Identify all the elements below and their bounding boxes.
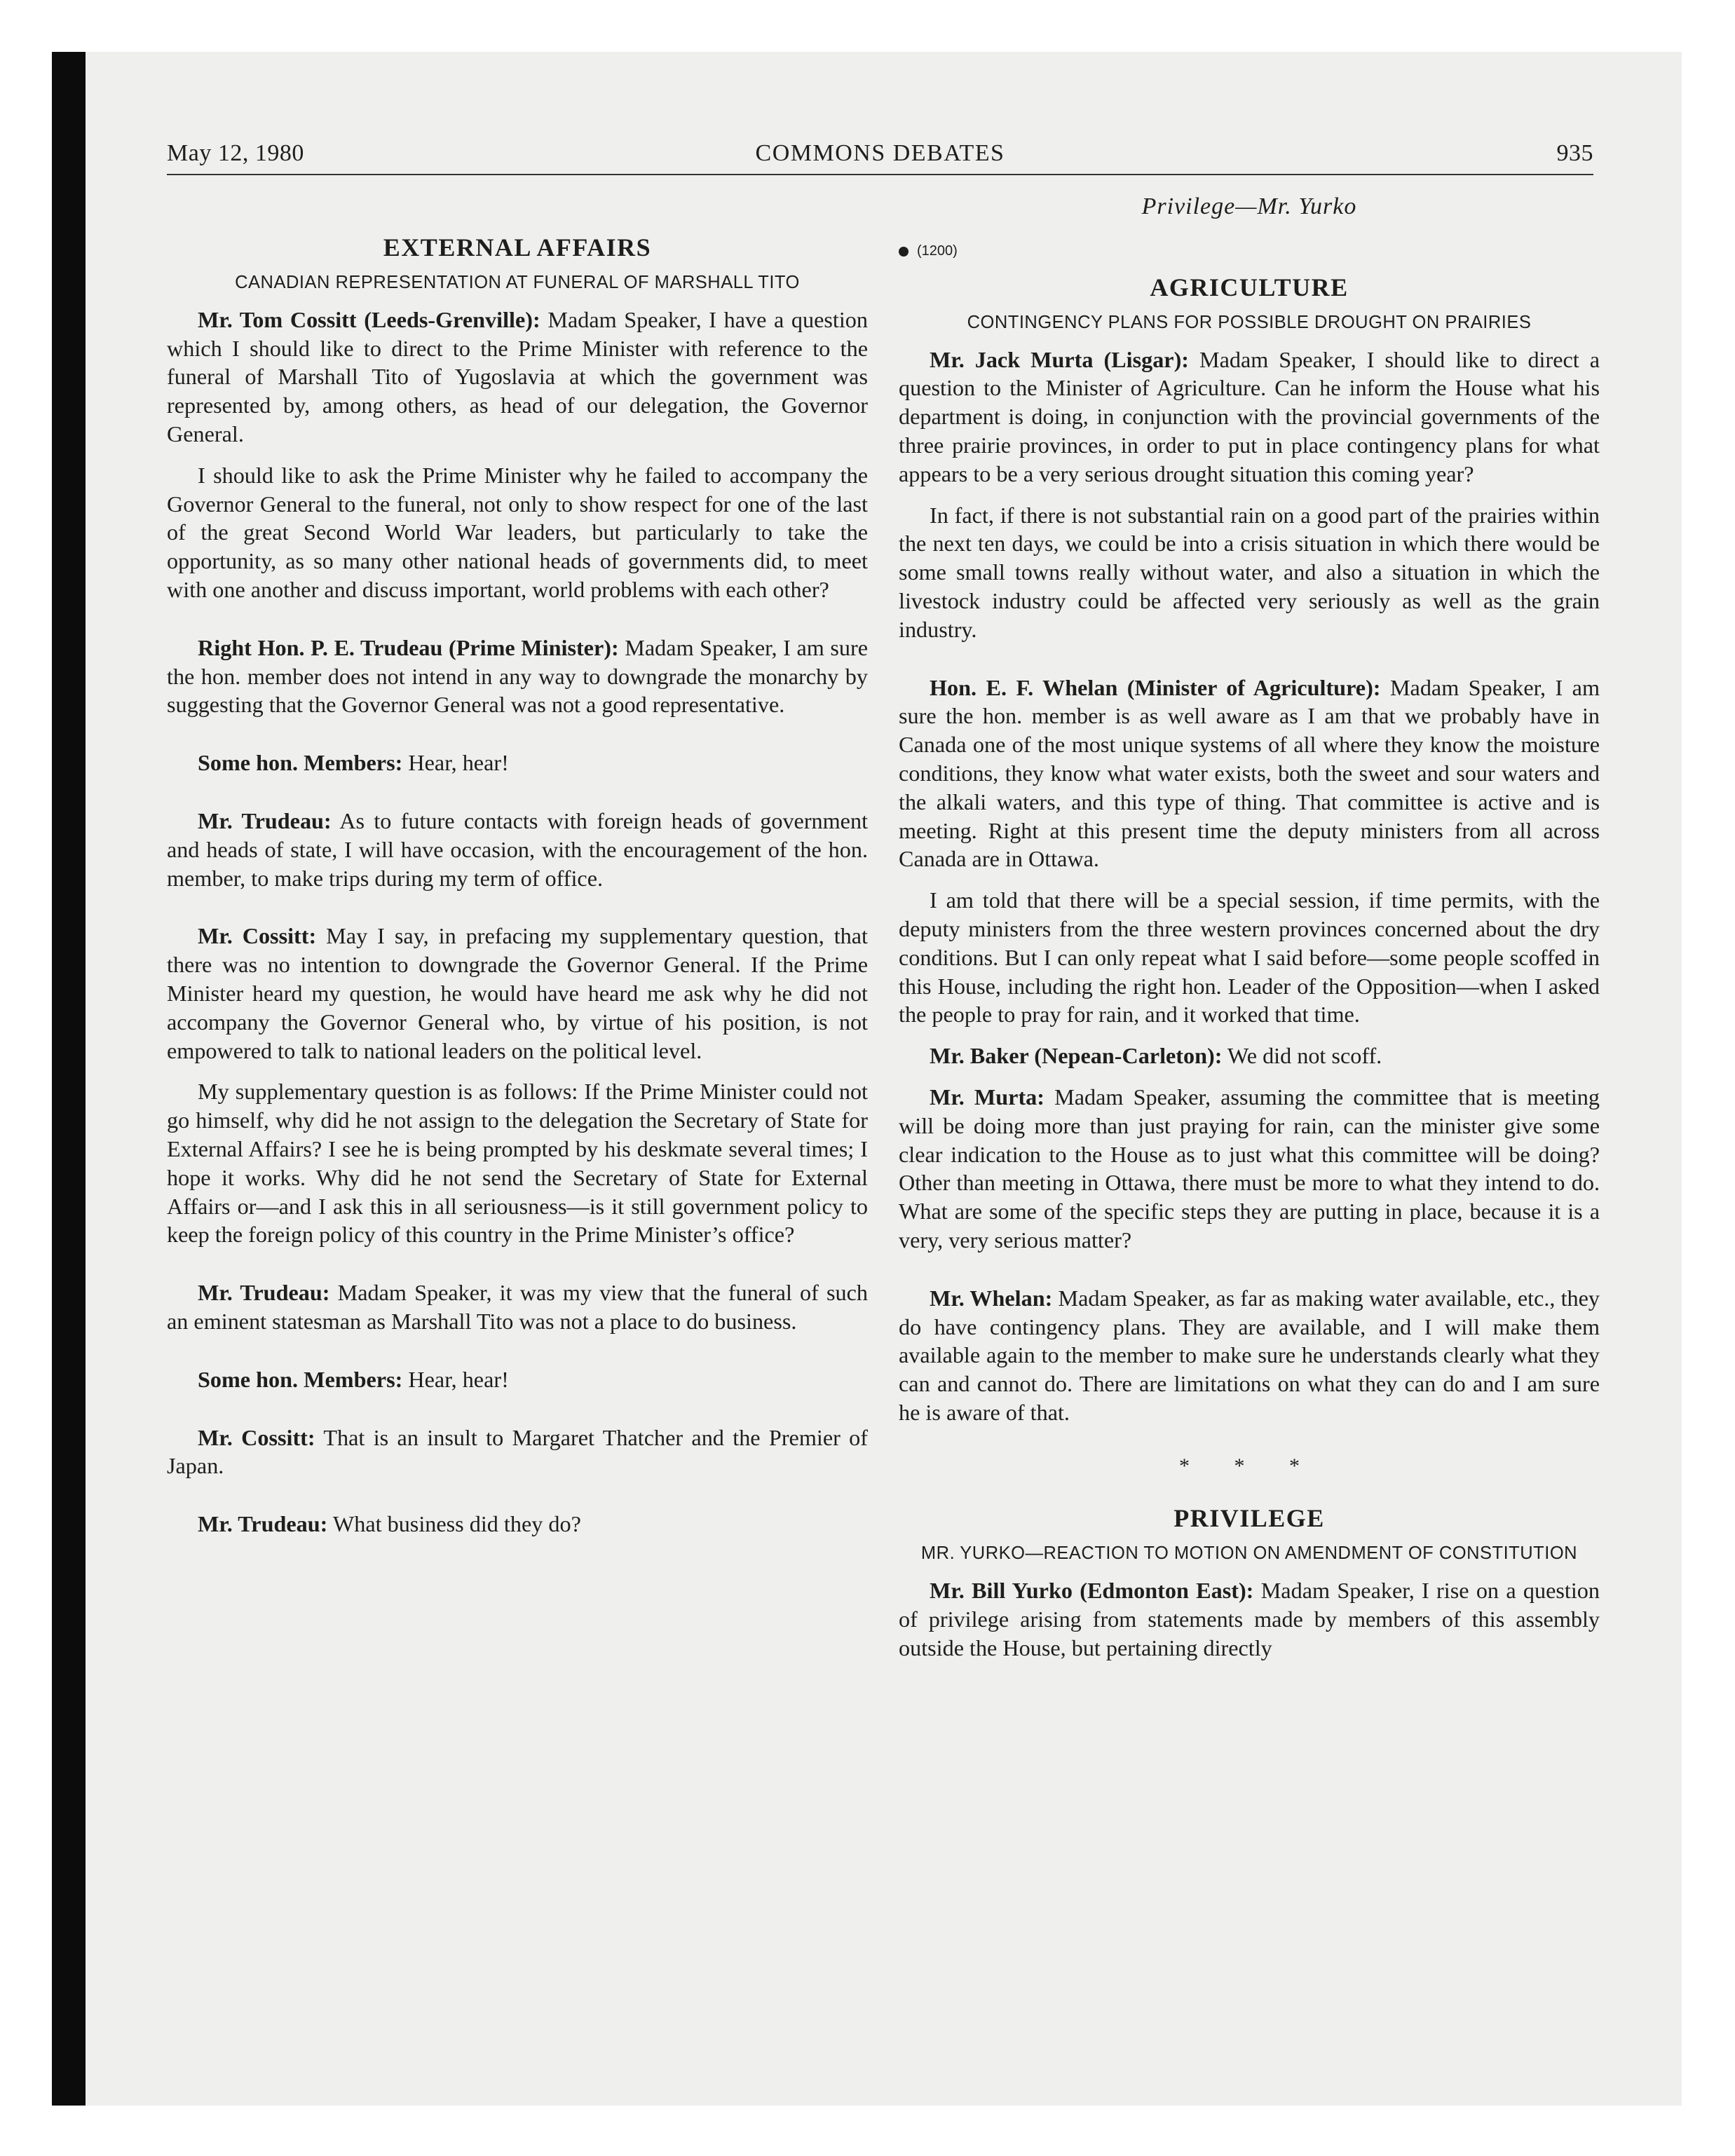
subsection-title-drought: CONTINGENCY PLANS FOR POSSIBLE DROUGHT ON PRAIRIES: [967, 312, 1532, 332]
speech-text: We did not scoff.: [1222, 1043, 1382, 1069]
speech-text: My supplementary question is as follows: If the Prime Minister could not go himself, why did he not assign to the delegation the Secretary of State for External Affairs? I see he is being prompted by his deskmate several times; I hope it works. Why did he not send the Secretary of State for External Affairs or—and I ask this in all seriousness—is it still government policy to keep the foreign policy of this country in the Prime Minister’s office?: [167, 1079, 868, 1248]
time-marker-text: (1200): [917, 243, 958, 259]
speaker: Some hon. Members:: [198, 1366, 403, 1392]
speaker: Mr. Trudeau:: [198, 1511, 328, 1537]
speaker: Mr. Cossitt:: [198, 1424, 315, 1450]
paragraph: [899, 886, 1600, 1029]
speech-text: Madam Speaker, as far as making water available, etc., they do have contingency plans. They are available, and I will make them available again to the member to make sure he understands clearly what they can and cannot do. There are limitations on what they can do and I am sure he is aware of that.: [899, 1285, 1600, 1425]
speech-text: As to future contacts with foreign heads of government and heads of state, I will have occasion, with the encouragement of the hon. member, to make trips during my term of office.: [167, 807, 869, 891]
running-head: Privilege—Mr. Yurko: [1141, 193, 1357, 219]
header-rule: [167, 174, 1593, 175]
speech-text: Madam Speaker, assuming the committee that is meeting will be doing more than just praying for rain, can the minister give some clear indication to the House as to just what this committee will be doing? Other than meeting in Ottawa, there must be more to what they intend to do. What are some of the specific steps they are putting in place, because it is a very, very serious matter?: [899, 1084, 1600, 1253]
paragraph: [167, 461, 868, 604]
speech-text: Madam Speaker, I am sure the hon. member does not intend in any way to downgrade the monarchy by suggesting that the Governor General was not a good representative.: [167, 634, 868, 718]
speech-text: What business did they do?: [327, 1511, 581, 1537]
bullet-icon: [899, 247, 909, 257]
left-column: [167, 193, 868, 1551]
paragraph: [899, 1284, 1600, 1427]
speech-text: Madam Speaker, I rise on a question of privilege arising from statements made by members of this assembly outside the House, but pertaining directly: [899, 1578, 1600, 1660]
binding-edge: [52, 52, 86, 2106]
section-title-privilege: PRIVILEGE: [1173, 1504, 1325, 1533]
speaker: Mr. Jack Murta (Lisgar):: [930, 346, 1190, 372]
speech-text: May I say, in prefacing my supplementary question, that there was no intention to downgrade the Governor General. If the Prime Minister heard my question, he would have heard me ask why he did not accompany the Governor General who, by virtue of his position, is not empowered to talk to national leaders on the political level.: [167, 923, 869, 1063]
section-separator: * * *: [1179, 1454, 1319, 1478]
paragraph: [899, 1042, 1600, 1070]
paragraph: [167, 749, 868, 777]
speech-text: Madam Speaker, I should like to direct a question to the Minister of Agriculture. Can he inform the House what his department is doing, in conjunction with the provincial governments of the three prairie provinces, in order to put in place contingency plans for what appears to be a very serious drought situation this coming year?: [899, 346, 1600, 486]
speaker: Mr. Trudeau:: [198, 807, 332, 833]
speech-text: That is an insult to Margaret Thatcher and the Premier of Japan.: [167, 1424, 868, 1479]
paragraph: [167, 922, 868, 1065]
paragraph: [167, 1365, 868, 1394]
speaker: Hon. E. F. Whelan (Minister of Agriculture):: [930, 674, 1381, 700]
paragraph: [167, 306, 868, 449]
header-date: May 12, 1980: [167, 140, 304, 166]
speech-text: Madam Speaker, I have a question which I should like to direct to the Prime Minister with reference to the funeral of Marshall Tito of Yugoslavia at which the government was represented by, among others, as head of our delegation, the Governor General.: [167, 306, 868, 446]
speaker: Some hon. Members:: [198, 750, 403, 776]
speech-text: Hear, hear!: [402, 1366, 509, 1392]
paragraph: [899, 501, 1600, 644]
paragraph: [899, 346, 1600, 489]
header-page-number: 935: [1556, 140, 1593, 166]
speaker: Mr. Bill Yurko (Edmonton East):: [930, 1578, 1254, 1604]
speaker: Mr. Whelan:: [930, 1285, 1053, 1311]
paragraph: [167, 1278, 868, 1336]
speaker: Right Hon. P. E. Trudeau (Prime Minister):: [198, 634, 619, 660]
paragraph: [167, 1077, 868, 1249]
time-marker: [899, 237, 1600, 258]
speech-text: I should like to ask the Prime Minister why he failed to accompany the Governor General to the funeral, not only to show respect for one of the last of the great Second World War leaders, but particularly to take the opportunity, as so many other national heads of governments did, to meet with one another and discuss important, world problems with each other?: [167, 462, 868, 602]
page-header: [167, 140, 1593, 177]
speaker: Mr. Trudeau:: [198, 1280, 330, 1306]
speaker: Mr. Cossitt:: [198, 923, 317, 949]
paragraph: [899, 674, 1600, 874]
header-publication: COMMONS DEBATES: [755, 140, 1005, 166]
paragraph: [899, 1576, 1600, 1662]
speech-text: In fact, if there is not substantial rain on a good part of the prairies within the next ten days, we could be into a crisis situation in which there would be some small towns really without water, and also a situation in which the livestock industry could be affected very seriously as well as the grain industry.: [899, 502, 1600, 642]
subsection-title-tito-funeral: CANADIAN REPRESENTATION AT FUNERAL OF MARSHALL TITO: [235, 272, 800, 292]
section-title-agriculture: AGRICULTURE: [1150, 273, 1349, 301]
speaker: Mr. Murta:: [930, 1084, 1045, 1110]
paragraph: [167, 1510, 868, 1538]
section-title-external-affairs: EXTERNAL AFFAIRS: [383, 233, 652, 261]
speech-text: Hear, hear!: [402, 750, 509, 776]
subsection-title-yurko: MR. YURKO—REACTION TO MOTION ON AMENDMENT OF CONSTITUTION: [920, 1543, 1578, 1564]
speech-text: Madam Speaker, I am sure the hon. member is as well aware as I am that we probably have in Canada one of the most unique systems of all where they know the moisture conditions, they know what water exists, both the sweet and sour waters and the alkali waters, and this type of thing. That committee is active and is meeting. Right at this present time the deputy ministers from all across Canada are in Ottawa.: [899, 674, 1600, 872]
speaker: Mr. Baker (Nepean-Carleton):: [930, 1043, 1223, 1069]
speaker: Mr. Tom Cossitt (Leeds-Grenville):: [198, 306, 540, 332]
right-column: [899, 193, 1600, 1675]
speech-text: I am told that there will be a special session, if time permits, with the deputy ministers from the three western provinces concerned about the dry conditions. But I can only repeat what I said before—some people scoffed in this House, including the right hon. Leader of the Opposition—when I asked the people to pray for rain, and it worked that time.: [899, 887, 1600, 1028]
paragraph: [899, 1083, 1600, 1255]
paragraph: [167, 1424, 868, 1481]
speech-text: Madam Speaker, it was my view that the funeral of such an eminent statesman as Marshall Tito was not a place to do business.: [167, 1280, 869, 1334]
paragraph: [167, 807, 868, 892]
paragraph: [167, 634, 868, 719]
